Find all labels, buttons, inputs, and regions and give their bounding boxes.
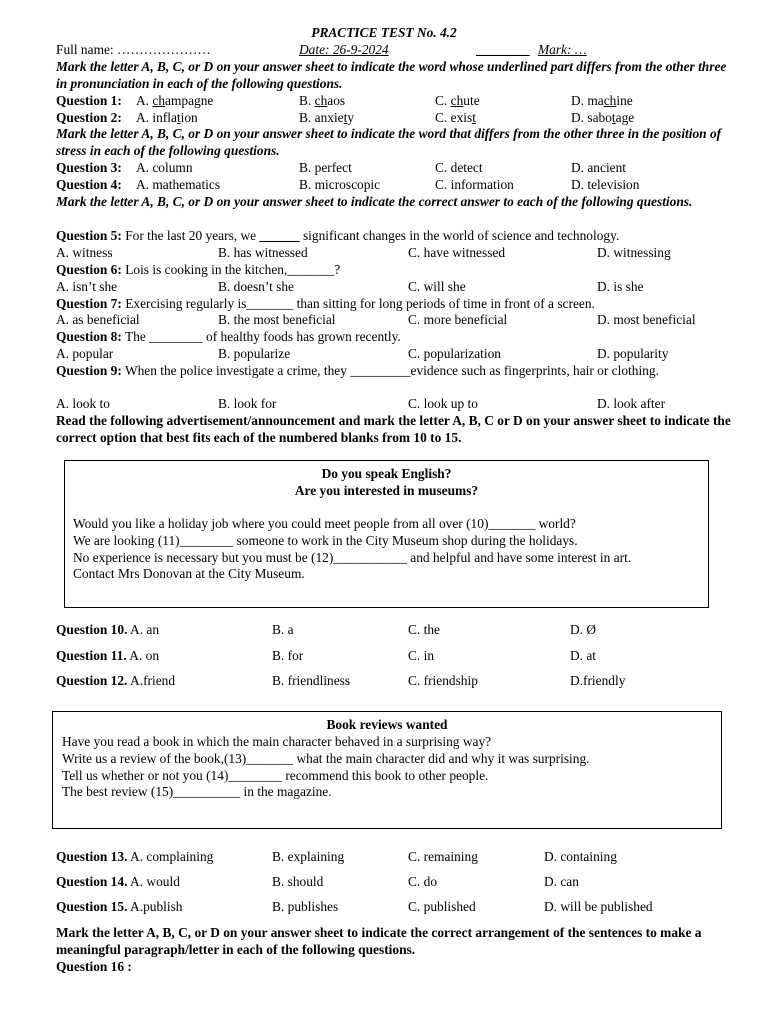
q10-option-d: D. Ø	[570, 622, 597, 637]
q8-option-d: D. popularity	[597, 346, 669, 361]
q11-option-c: C. in	[408, 648, 435, 663]
instruction-reading: Read the following advertisement/announcement and mark the letter A, B, C or D on your answer sheet to indicate the correct option that best fits each of the numbered blanks from 10 to 15.	[56, 413, 731, 445]
q5-option-d: D. witnessing	[597, 245, 671, 260]
ad1-line-1: Would you like a holiday job where you could meet people from all over (10)_______ world?	[73, 516, 576, 531]
q13-option-d: D. containing	[544, 849, 617, 864]
advertisement-box-museum	[64, 460, 709, 608]
ad1-line-3: No experience is necessary but you must be (12)___________ and helpful and have some interest in art.	[73, 549, 632, 565]
q15-option-d: D. will be published	[544, 899, 653, 914]
q9-option-c: C. look up to	[408, 396, 478, 411]
q13-option-b: B. explaining	[272, 849, 345, 864]
q9-option-b: B. look for	[218, 396, 277, 411]
header-blank: ________	[476, 42, 530, 57]
q1-option-b: B. chaos	[299, 93, 346, 108]
q5-option-b: B. has witnessed	[218, 245, 308, 260]
q2-option-d: D. sabotage	[571, 110, 635, 125]
q3-option-b: B. perfect	[299, 160, 352, 175]
ad1-title-1: Do you speak English?	[321, 466, 452, 481]
q14-option-a: Question 14. A. would	[56, 874, 180, 889]
q6-stem: Question 6: Lois is cooking in the kitchen,_______?	[56, 262, 341, 277]
instruction-stress: Mark the letter A, B, C, or D on your answer sheet to indicate the word that differs from the other three in the position of stress in each of the following questions.	[56, 126, 722, 158]
q15-option-a: Question 15. A.publish	[56, 899, 183, 914]
q9-option-a: A. look to	[56, 396, 110, 411]
q11-option-b: B. for	[272, 648, 304, 663]
q10-option-c: C. the	[408, 622, 440, 637]
date-field	[299, 42, 389, 59]
q4-option-d: D. television	[571, 177, 640, 192]
q14-option-d: D. can	[544, 874, 579, 889]
q3-option-d: D. ancient	[571, 160, 627, 175]
ad1-body	[73, 516, 698, 583]
q12-option-c: C. friendship	[408, 673, 478, 688]
ad2-line-1: Have you read a book in which the main character behaved in a surprising way?	[62, 734, 492, 749]
q3-option-a: A. column	[136, 160, 193, 175]
q4-label: Question 4:	[56, 177, 122, 192]
ad2-line-2: Write us a review of the book,(13)_______ what the main character did and why it was surprising.	[62, 750, 590, 766]
instruction-pronunciation: Mark the letter A, B, C, or D on your answer sheet to indicate the word whose underlined part differs from the other three in pronunciation in each of the following questions.	[56, 59, 727, 91]
q15-option-b: B. publishes	[272, 899, 339, 914]
q7-option-d: D. most beneficial	[597, 312, 696, 327]
q3-label: Question 3:	[56, 160, 122, 175]
ad2-body	[62, 734, 712, 801]
announcement-box-book-reviews	[52, 711, 722, 829]
ad1-line-2: We are looking (11)________ someone to work in the City Museum shop during the holidays.	[73, 532, 578, 548]
ad1-line-4: Contact Mrs Donovan at the City Museum.	[73, 566, 305, 582]
q6-option-c: C. will she	[408, 279, 466, 294]
q7-option-c: C. more beneficial	[408, 312, 508, 327]
page-title: PRACTICE TEST No. 4.2	[311, 25, 457, 40]
q4-option-b: B. microscopic	[299, 177, 381, 192]
q2-option-c: C. exist	[435, 110, 476, 125]
q11-option-a: Question 11. A. on	[56, 648, 160, 663]
q14-option-b: B. should	[272, 874, 324, 889]
q7-option-a: A. as beneficial	[56, 312, 140, 327]
full-name-field: Full name: …………………	[56, 42, 211, 57]
q7-stem: Question 7: Exercising regularly is_______ than sitting for long periods of time in front of a screen.	[56, 296, 595, 311]
q11-option-d: D. at	[570, 648, 597, 663]
q5-option-a: A. witness	[56, 245, 113, 260]
q4-option-c: C. information	[435, 177, 514, 192]
q1-option-d: D. machine	[571, 93, 633, 108]
q1-label: Question 1:	[56, 93, 122, 108]
q6-option-d: D. is she	[597, 279, 644, 294]
date-text: Date: 26-9-2024	[299, 42, 389, 57]
q8-option-a: A. popular	[56, 346, 114, 361]
q9-stem: Question 9: When the police investigate a crime, they _________evidence such as fingerprints, hair or clothing.	[56, 363, 659, 378]
instruction-correct-answer: Mark the letter A, B, C, or D on your answer sheet to indicate the correct answer to each of the following questions.	[56, 194, 693, 209]
q2-option-b: B. anxiety	[299, 110, 355, 125]
q12-option-a: Question 12. A.friend	[56, 673, 176, 688]
ad2-line-4: The best review (15)__________ in the magazine.	[62, 784, 332, 800]
q12-option-d: D.friendly	[570, 673, 626, 688]
ad2-title: Book reviews wanted	[326, 717, 448, 732]
q2-option-a: A. inflation	[136, 110, 198, 125]
q1-option-c: C. chute	[435, 93, 480, 108]
ad2-line-3: Tell us whether or not you (14)________ recommend this book to other people.	[62, 767, 489, 783]
q6-option-a: A. isn’t she	[56, 279, 118, 294]
q10-option-b: B. a	[272, 622, 294, 637]
q8-stem: Question 8: The ________ of healthy foods has grown recently.	[56, 329, 401, 344]
q9-option-d: D. look after	[597, 396, 666, 411]
q6-option-b: B. doesn’t she	[218, 279, 295, 294]
q5-stem: Question 5: For the last 20 years, we ______ significant changes in the world of science and technology.	[56, 228, 620, 243]
q16-label: Question 16 :	[56, 959, 132, 974]
q12-option-b: B. friendliness	[272, 673, 351, 688]
q10-option-a: Question 10. A. an	[56, 622, 160, 637]
mark-field: Mark: …	[538, 42, 587, 57]
instruction-arrangement: Mark the letter A, B, C, or D on your answer sheet to indicate the correct arrangement of the sentences to make a meaningful paragraph/letter in each of the following questions.	[56, 925, 702, 957]
q14-option-c: C. do	[408, 874, 438, 889]
q8-option-b: B. popularize	[218, 346, 291, 361]
q3-option-c: C. detect	[435, 160, 483, 175]
q15-option-c: C. published	[408, 899, 476, 914]
q13-option-c: C. remaining	[408, 849, 478, 864]
q2-label: Question 2:	[56, 110, 122, 125]
q13-option-a: Question 13. A. complaining	[56, 849, 214, 864]
ad1-title-2: Are you interested in museums?	[294, 483, 479, 498]
q1-option-a: A. champagne	[136, 93, 214, 108]
q8-option-c: C. popularization	[408, 346, 501, 361]
q5-option-c: C. have witnessed	[408, 245, 506, 260]
q7-option-b: B. the most beneficial	[218, 312, 336, 327]
q4-option-a: A. mathematics	[136, 177, 221, 192]
